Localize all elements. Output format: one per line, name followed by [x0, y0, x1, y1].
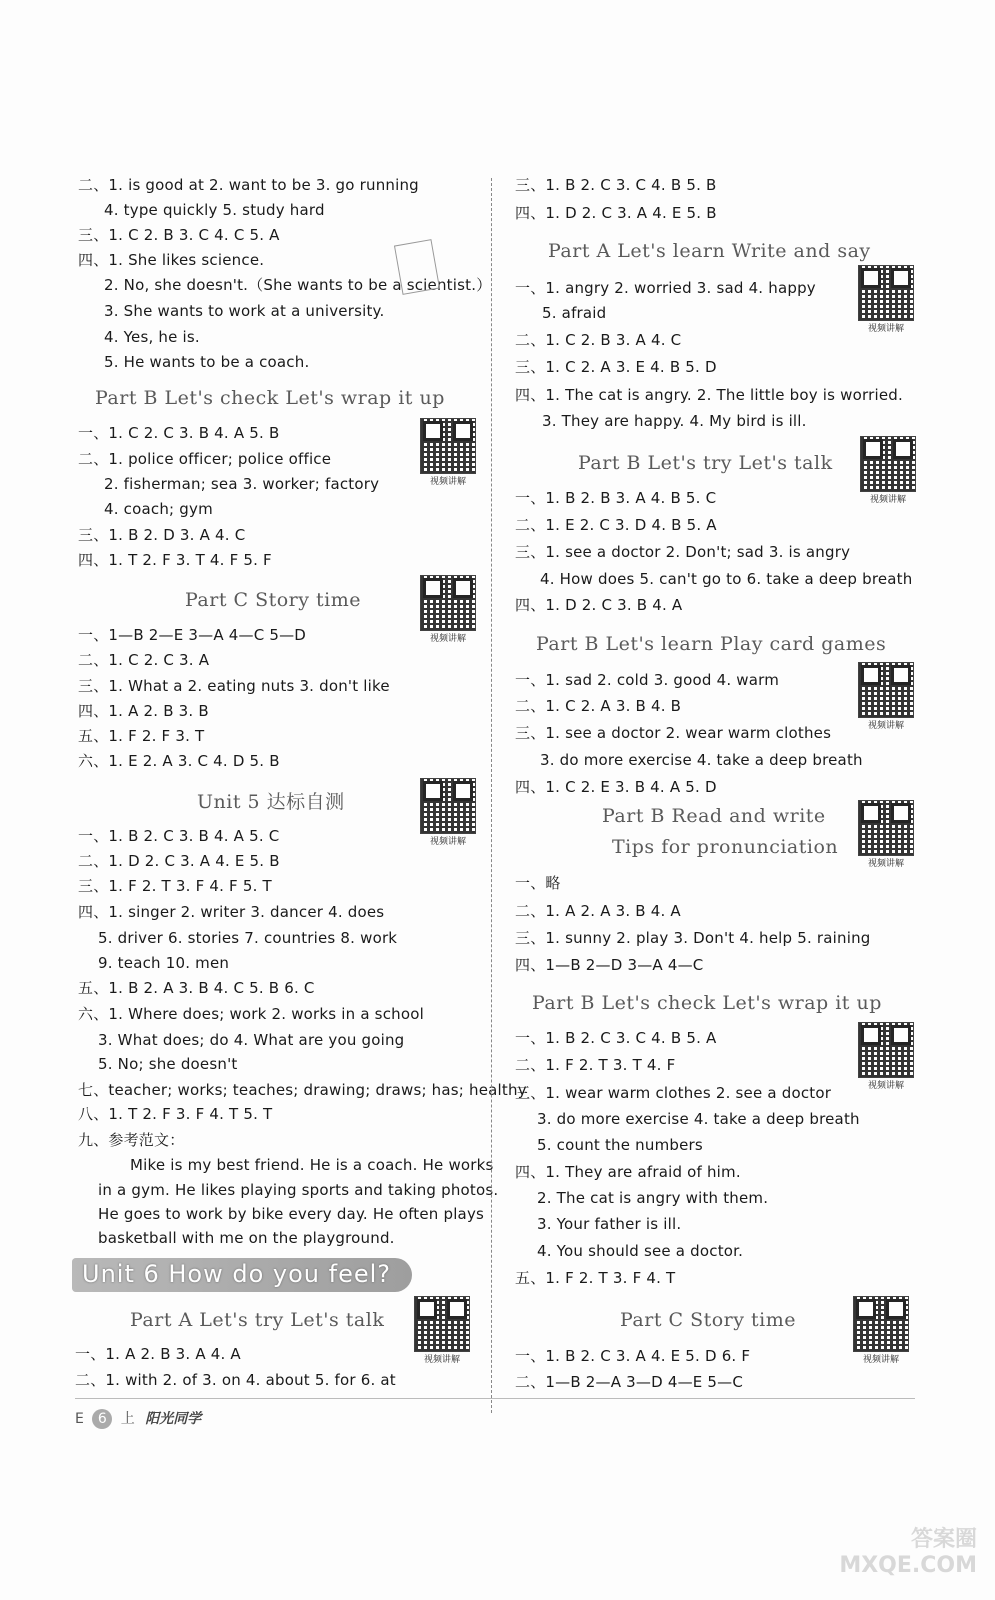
brand-logo: 阳光同学: [145, 1411, 202, 1427]
answer-line: 二、1—B 2—A 3—D 4—E 5—C: [515, 1373, 744, 1391]
page-number: 6: [92, 1409, 112, 1429]
essay-line: He goes to work by bike every day. He often plays: [98, 1205, 485, 1223]
essay-line: basketball with me on the playground.: [98, 1229, 395, 1247]
answer-line: 三、1. B 2. C 3. C 4. B 5. B: [515, 176, 717, 194]
answer-line: 四、1. C 2. E 3. B 4. A 5. D: [515, 778, 717, 796]
answer-line: 三、1. What a 2. eating nuts 3. don't like: [78, 677, 390, 695]
answer-line: 一、1. B 2. B 3. A 4. B 5. C: [515, 489, 717, 507]
answer-line: 一、1. A 2. B 3. A 4. A: [75, 1345, 241, 1363]
section-heading: Part A Let's learn Write and say: [548, 240, 871, 262]
section-heading: Part B Let's check Let's wrap it up: [95, 387, 445, 409]
answer-line: 六、1. Where does; work 2. works in a school: [78, 1005, 424, 1023]
section-heading: Part A Let's try Let's talk: [130, 1309, 385, 1331]
answer-line: 3. do more exercise 4. take a deep breath: [537, 1110, 860, 1128]
answer-line: 一、1. B 2. C 3. B 4. A 5. C: [78, 827, 280, 845]
qr-code[interactable]: [414, 1296, 470, 1370]
answer-line: 四、1. A 2. B 3. B: [78, 702, 209, 720]
answer-line: 八、1. T 2. F 3. F 4. T 5. T: [78, 1105, 273, 1123]
answer-line: 四、1. D 2. C 3. A 4. E 5. B: [515, 204, 717, 222]
answer-line: 5. driver 6. stories 7. countries 8. work: [98, 929, 398, 947]
section-heading: Part C Story time: [620, 1309, 797, 1331]
qr-caption: 视频讲解: [429, 477, 466, 487]
answer-line: 二、1. police officer; police office: [78, 450, 332, 468]
answer-line: 三、1. see a doctor 2. wear warm clothes: [515, 724, 832, 742]
answer-line: 三、1. C 2. A 3. E 4. B 5. D: [515, 358, 717, 376]
answer-line: 九、参考范文：: [78, 1131, 185, 1149]
answer-line: 4. Yes, he is.: [104, 328, 200, 346]
answer-line: 四、1—B 2—D 3—A 4—C: [515, 956, 704, 974]
answer-line: 二、1. E 2. C 3. D 4. B 5. A: [515, 516, 717, 534]
unit-title: Unit 6 How do you feel?: [82, 1260, 392, 1288]
answer-line: 三、1. sunny 2. play 3. Don't 4. help 5. raining: [515, 929, 871, 947]
section-heading: Part C Story time: [185, 589, 362, 611]
qr-code[interactable]: [858, 1022, 914, 1096]
answer-line: 2. The cat is angry with them.: [537, 1189, 769, 1207]
qr-caption: 视频讲解: [867, 324, 904, 334]
footer-rule: [75, 1398, 915, 1399]
section-heading: Part B Let's try Let's talk: [578, 452, 833, 474]
answer-line: 四、1. D 2. C 3. B 4. A: [515, 596, 683, 614]
term-mark: 上: [120, 1411, 135, 1427]
qr-code[interactable]: [860, 436, 916, 510]
answer-line: 二、1. A 2. A 3. B 4. A: [515, 902, 681, 920]
qr-code[interactable]: [853, 1296, 909, 1370]
answer-line: 三、1. see a doctor 2. Don't; sad 3. is angry: [515, 543, 851, 561]
answer-line: 4. How does 5. can't go to 6. take a deep breath: [540, 570, 913, 588]
answer-line: 5. afraid: [542, 304, 607, 322]
qr-caption: 视频讲解: [862, 1355, 899, 1365]
qr-code-icon: [853, 1296, 909, 1352]
qr-code[interactable]: [858, 265, 914, 339]
answer-line: 3. They are happy. 4. My bird is ill.: [542, 412, 807, 430]
answer-line: 四、1. She likes science.: [78, 251, 265, 269]
unit-banner: [72, 1258, 412, 1292]
qr-code-icon: [858, 265, 914, 321]
answer-line: 三、1. F 2. T 3. F 4. F 5. T: [78, 877, 272, 895]
qr-code-icon: [858, 800, 914, 856]
qr-caption: 视频讲解: [867, 859, 904, 869]
stamp-mark: [394, 239, 440, 295]
qr-caption: 视频讲解: [867, 1081, 904, 1091]
qr-code-icon: [858, 662, 914, 718]
section-heading: Part B Let's learn Play card games: [536, 633, 887, 655]
qr-code-icon: [858, 1022, 914, 1078]
answer-line: 三、1. wear warm clothes 2. see a doctor: [515, 1084, 832, 1102]
watermark: 答案圈 MXQE.COM: [839, 1527, 977, 1578]
answer-line: 9. teach 10. men: [98, 954, 230, 972]
answer-line: 一、1. angry 2. worried 3. sad 4. happy: [515, 279, 816, 297]
qr-code[interactable]: [420, 418, 476, 492]
qr-code[interactable]: [420, 575, 476, 649]
answer-line: 二、1. D 2. C 3. A 4. E 5. B: [78, 852, 280, 870]
page-footer: [75, 1408, 245, 1430]
column-divider: [491, 178, 492, 1413]
qr-code-icon: [414, 1296, 470, 1352]
answer-line: 4. You should see a doctor.: [537, 1242, 744, 1260]
answer-line: 3. What does; do 4. What are you going: [98, 1031, 405, 1049]
qr-caption: 视频讲解: [429, 634, 466, 644]
answer-line: 4. type quickly 5. study hard: [104, 201, 325, 219]
answer-line: 五、1. F 2. T 3. F 4. T: [515, 1269, 676, 1287]
answer-line: 二、1. C 2. A 3. B 4. B: [515, 697, 682, 715]
answer-line: 一、1—B 2—E 3—A 4—C 5—D: [78, 626, 307, 644]
qr-caption: 视频讲解: [867, 721, 904, 731]
answer-line: 二、1. C 2. B 3. A 4. C: [515, 331, 682, 349]
answer-line: 四、1. They are afraid of him.: [515, 1163, 741, 1181]
answer-line: 二、1. is good at 2. want to be 3. go running: [78, 176, 419, 194]
section-heading: Tips for pronunciation: [612, 836, 839, 858]
qr-code[interactable]: [858, 800, 914, 874]
answer-line: 3. Your father is ill.: [537, 1215, 682, 1233]
section-heading: Unit 5 达标自测: [197, 791, 345, 813]
answer-line: 2. fisherman; sea 3. worker; factory: [104, 475, 380, 493]
answer-line: 七、teacher; works; teaches; drawing; draws; has; healthy: [78, 1081, 527, 1099]
answer-line: 4. coach; gym: [104, 500, 213, 518]
answer-line: 五、1. B 2. A 3. B 4. C 5. B 6. C: [78, 979, 315, 997]
answer-line: 3. do more exercise 4. take a deep breath: [540, 751, 863, 769]
qr-code[interactable]: [420, 778, 476, 852]
grade-mark: E: [75, 1411, 84, 1427]
answer-line: 二、1. F 2. T 3. T 4. F: [515, 1056, 676, 1074]
qr-code-icon: [860, 436, 916, 492]
qr-code[interactable]: [858, 662, 914, 736]
answer-line: 四、1. T 2. F 3. T 4. F 5. F: [78, 551, 272, 569]
answer-line: 2. No, she doesn't.（She wants to be a scientist.）: [104, 276, 492, 294]
section-heading: Part B Read and write: [602, 805, 826, 827]
section-heading: Part B Let's check Let's wrap it up: [532, 992, 882, 1014]
answer-line: 一、1. B 2. C 3. C 4. B 5. A: [515, 1029, 717, 1047]
qr-code-icon: [420, 778, 476, 834]
answer-line: 四、1. singer 2. writer 3. dancer 4. does: [78, 903, 385, 921]
answer-line: 一、略: [515, 874, 561, 892]
qr-code-icon: [420, 418, 476, 474]
answer-line: 四、1. The cat is angry. 2. The little boy is worried.: [515, 386, 903, 404]
essay-line: in a gym. He likes playing sports and taking photos.: [98, 1181, 499, 1199]
answer-line: 三、1. B 2. D 3. A 4. C: [78, 526, 246, 544]
answer-line: 3. She wants to work at a university.: [104, 302, 385, 320]
answer-line: 五、1. F 2. F 3. T: [78, 727, 205, 745]
answer-line: 一、1. B 2. C 3. A 4. E 5. D 6. F: [515, 1347, 751, 1365]
answer-line: 一、1. C 2. C 3. B 4. A 5. B: [78, 424, 280, 442]
answer-line: 六、1. E 2. A 3. C 4. D 5. B: [78, 752, 280, 770]
essay-line: Mike is my best friend. He is a coach. He works: [130, 1156, 494, 1174]
qr-code-icon: [420, 575, 476, 631]
answer-line: 5. count the numbers: [537, 1136, 703, 1154]
answer-line: 三、1. C 2. B 3. C 4. C 5. A: [78, 226, 280, 244]
qr-caption: 视频讲解: [869, 495, 906, 505]
answer-line: 5. No; she doesn't: [98, 1055, 238, 1073]
qr-caption: 视频讲解: [423, 1355, 460, 1365]
answer-line: 二、1. with 2. of 3. on 4. about 5. for 6. at: [75, 1371, 396, 1389]
answer-line: 二、1. C 2. C 3. A: [78, 651, 210, 669]
answer-line: 一、1. sad 2. cold 3. good 4. warm: [515, 671, 780, 689]
qr-caption: 视频讲解: [429, 837, 466, 847]
answer-line: 5. He wants to be a coach.: [104, 353, 310, 371]
